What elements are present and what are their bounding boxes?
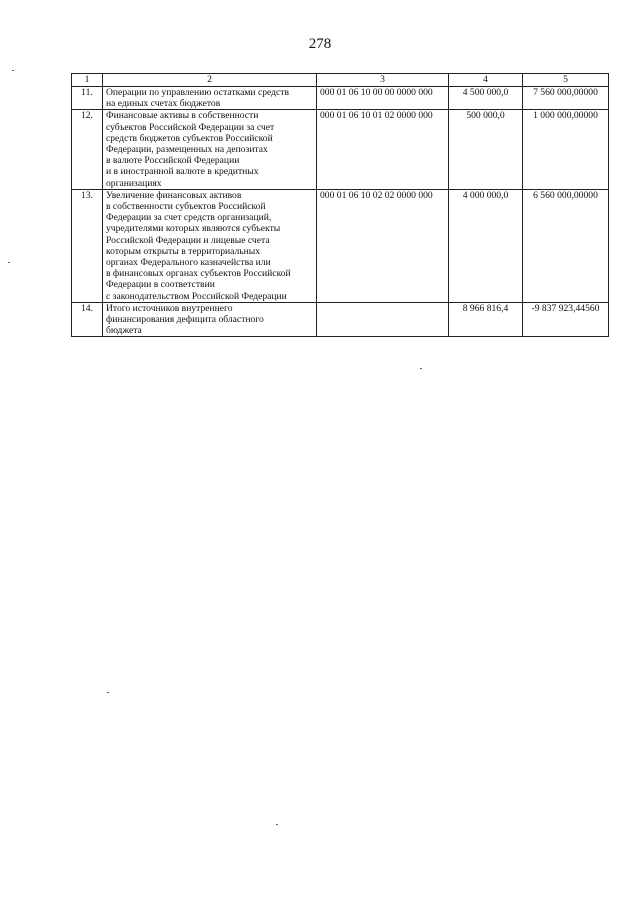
row-value-col4: 500 000,0 bbox=[449, 110, 523, 189]
row-value-col5: 7 560 000,00000 bbox=[523, 87, 609, 110]
row-value-col5: 6 560 000,00000 bbox=[523, 189, 609, 302]
row-number: 11. bbox=[72, 87, 103, 110]
table-row bbox=[72, 189, 609, 302]
column-header-1: 1 bbox=[72, 74, 103, 87]
row-description: Финансовые активы в собственности субъектов Российской Федерации за счет средств бюджетов субъектов Российской Федерации, размещенных на депозитах в валюте Российской Федерации и в иностранной валюте в кредитных организациях bbox=[103, 110, 317, 189]
scan-speck bbox=[420, 368, 422, 369]
row-number: 12. bbox=[72, 110, 103, 189]
table-row bbox=[72, 110, 609, 189]
scan-speck bbox=[8, 262, 10, 263]
row-budget-code: 000 01 06 10 02 02 0000 000 bbox=[317, 189, 449, 302]
row-description: Итого источников внутреннего финансирования дефицита областного бюджета bbox=[103, 302, 317, 337]
row-description: Операции по управлению остатками средств на единых счетах бюджетов bbox=[103, 87, 317, 110]
row-description: Увеличение финансовых активов в собственности субъектов Российской Федерации за счет средств организаций, учредителями которых являются субъекты Российской Федерации и лицевые счета которым открыты в территориальных органах Федерального казначейства или в финансовых органах субъектов Российской Федерации в соответствии с законодательством Российской Федерации bbox=[103, 189, 317, 302]
table-header-row bbox=[72, 74, 609, 87]
budget-sources-table bbox=[71, 73, 609, 337]
page-number: 278 bbox=[308, 36, 332, 52]
table-row bbox=[72, 302, 609, 337]
scan-speck bbox=[12, 70, 14, 71]
row-value-col5: 1 000 000,00000 bbox=[523, 110, 609, 189]
column-header-3: 3 bbox=[317, 74, 449, 87]
table-row bbox=[72, 87, 609, 110]
row-value-col4: 4 500 000,0 bbox=[449, 87, 523, 110]
row-number: 14. bbox=[72, 302, 103, 337]
scan-speck bbox=[107, 692, 109, 693]
scan-speck bbox=[276, 824, 278, 825]
column-header-2: 2 bbox=[103, 74, 317, 87]
row-value-col4: 8 966 816,4 bbox=[449, 302, 523, 337]
row-budget-code: 000 01 06 10 01 02 0000 000 bbox=[317, 110, 449, 189]
row-budget-code bbox=[317, 302, 449, 337]
column-header-4: 4 bbox=[449, 74, 523, 87]
row-number: 13. bbox=[72, 189, 103, 302]
row-value-col5: -9 837 923,44560 bbox=[523, 302, 609, 337]
row-budget-code: 000 01 06 10 00 00 0000 000 bbox=[317, 87, 449, 110]
column-header-5: 5 bbox=[523, 74, 609, 87]
row-value-col4: 4 000 000,0 bbox=[449, 189, 523, 302]
